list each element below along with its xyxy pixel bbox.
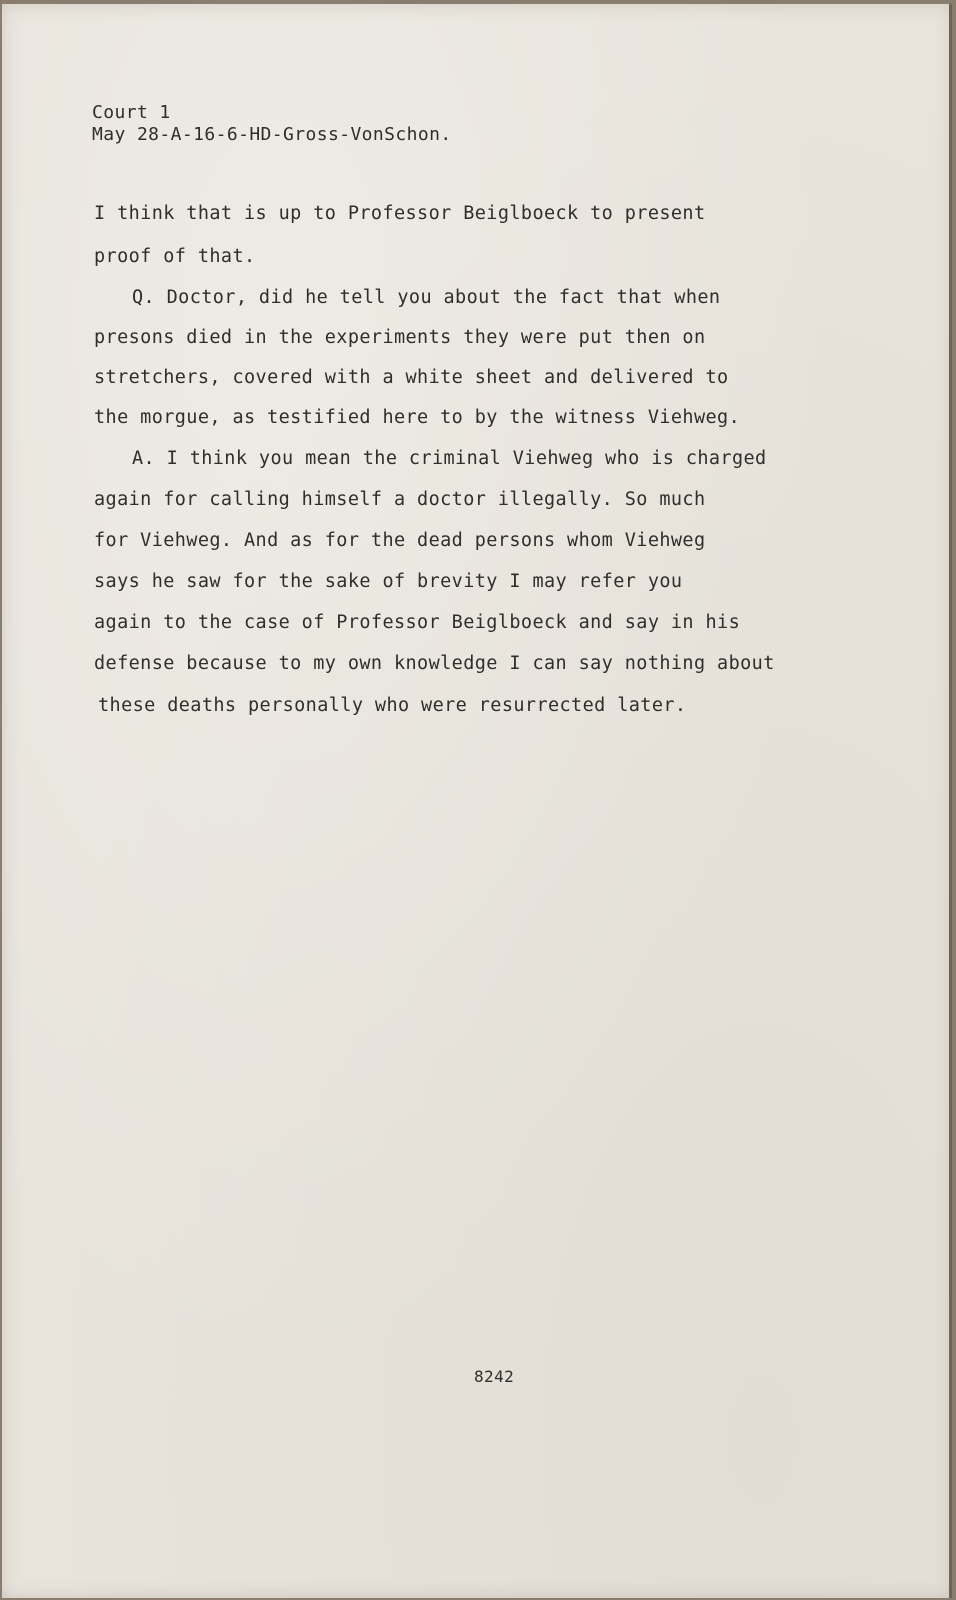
document-reference: May 28-A-16-6-HD-Gross-VonSchon. <box>92 124 452 145</box>
question-line: Q. Doctor, did he tell you about the fact that when <box>132 287 721 308</box>
answer-line: A. I think you mean the criminal Viehweg who is charged <box>132 448 767 469</box>
document-page <box>2 4 952 1598</box>
body-line: the morgue, as testified here to by the witness Viehweg. <box>94 407 741 428</box>
body-line: again for calling himself a doctor illegally. So much <box>94 489 706 510</box>
body-line: says he saw for the sake of brevity I may refer you <box>94 571 683 592</box>
body-line: these deaths personally who were resurrected later. <box>98 695 687 716</box>
body-line: again to the case of Professor Beiglboeck and say in his <box>94 612 741 633</box>
body-line: defense because to my own knowledge I can say nothing about <box>94 653 775 674</box>
page-number: 8242 <box>474 1367 515 1386</box>
body-line: presons died in the experiments they were put then on <box>94 327 706 348</box>
court-header: Court 1 <box>92 102 171 123</box>
body-line: proof of that. <box>94 246 256 267</box>
body-line: I think that is up to Professor Beiglboeck to present <box>94 203 706 224</box>
body-line: for Viehweg. And as for the dead persons whom Viehweg <box>94 530 706 551</box>
body-line: stretchers, covered with a white sheet and delivered to <box>94 367 729 388</box>
